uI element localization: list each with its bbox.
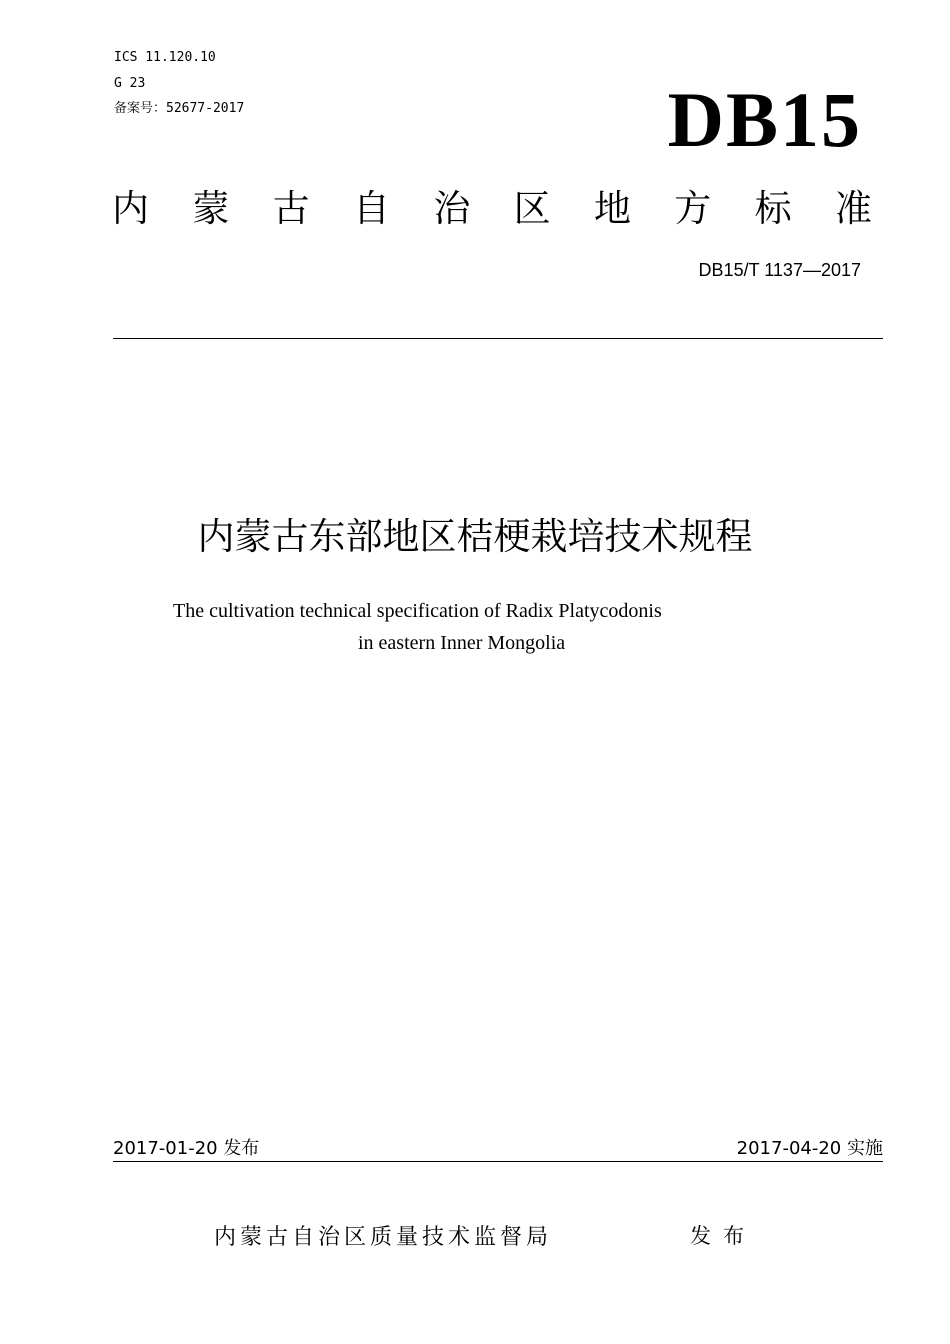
category-char: 区 bbox=[513, 187, 551, 230]
category-char: 蒙 bbox=[192, 187, 230, 230]
document-title-english-line2: in eastern Inner Mongolia bbox=[358, 632, 566, 654]
category-char: 古 bbox=[272, 187, 310, 230]
category-char: 方 bbox=[674, 187, 712, 230]
standard-code: DB15 bbox=[667, 76, 862, 163]
issuing-authority: 内蒙古自治区质量技术监督局 bbox=[214, 1225, 553, 1250]
standard-number: DB15/T 1137—2017 bbox=[698, 260, 861, 280]
standard-category bbox=[112, 186, 872, 232]
category-char: 准 bbox=[834, 187, 872, 230]
ccs-code: G 23 bbox=[114, 76, 146, 91]
document-title-chinese: 内蒙古东部地区桔梗栽培技术规程 bbox=[197, 515, 753, 558]
issue-label: 发布 bbox=[690, 1224, 756, 1248]
ics-code: ICS 11.120.10 bbox=[114, 50, 216, 65]
document-title-english-line1: The cultivation technical specification of Radix Platycodonis bbox=[173, 600, 662, 622]
category-char: 治 bbox=[433, 187, 471, 230]
filing-number: 备案号：52677-2017 bbox=[114, 101, 245, 116]
implementation-date: 2017-04-20 实施 bbox=[736, 1138, 883, 1159]
category-char: 内 bbox=[112, 187, 149, 230]
top-divider bbox=[113, 338, 883, 339]
bottom-divider bbox=[113, 1161, 883, 1162]
category-char: 地 bbox=[593, 187, 631, 230]
release-date: 2017-01-20 发布 bbox=[113, 1138, 260, 1159]
category-char: 标 bbox=[754, 187, 792, 230]
category-char: 自 bbox=[352, 187, 390, 230]
